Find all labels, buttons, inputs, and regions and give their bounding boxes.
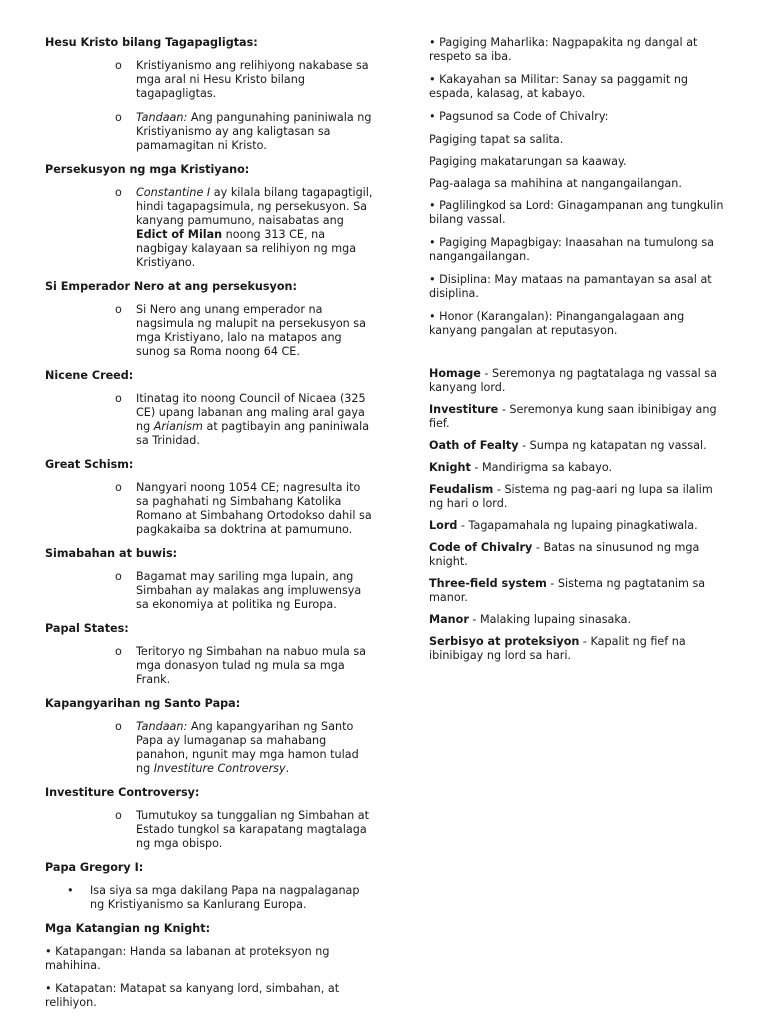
list-item: o Si Nero ang unang emperador na nagsimula ng malupit na persekusyon sa mga Kristiyano, lalo na matapos ang sunog sa Roma noong 64 CE. (115, 303, 366, 358)
list-item: o Itinatag ito noong Council of Nicaea (325 CE) upang labanan ang maling aral gaya ng Arianism at pagtibayin ang paniniwala sa Trinidad. (115, 392, 370, 447)
list-item: o Bagamat may sariling mga lupain, ang Simbahan ay malakas ang impluwensya sa ekonomiya at politika ng Europa. (115, 570, 362, 611)
glossary-entry (429, 577, 729, 605)
bullet-dot: • (67, 884, 74, 897)
term: Homage (429, 367, 481, 380)
term: Code of Chivalry (429, 541, 533, 554)
section-heading: Persekusyon ng mga Kristiyano: (45, 163, 250, 176)
term: Knight (429, 461, 471, 474)
bullet-o: o (115, 59, 122, 72)
section-heading: Mga Katangian ng Knight: (45, 922, 211, 935)
term: Oath of Fealty (429, 439, 519, 452)
list-item: • Honor (Karangalan): Pinangangalagaan ang kanyang pangalan at reputasyon. (429, 310, 685, 337)
glossary-entry (429, 461, 729, 475)
list-item: • Isa siya sa mga dakilang Papa na nagpalaganap ng Kristiyanismo sa Kanlurang Europa. (67, 884, 360, 911)
bullet-o: o (115, 809, 122, 822)
list-item: o Constantine I ay kilala bilang tagapagtigil, hindi tagapagsimula, ng persekusyon. Sa kanyang pamumuno, naisabatas ang Edict of Milan noong 313 CE, na nagbigay kalayaan sa relihiyon ng mga Kristiyano. (115, 186, 373, 269)
list-item: o Tandaan: Ang kapangyarihan ng Santo Papa ay lumaganap sa mahabang panahon, ngunit may mga hamon tulad ng Investiture Controversy. (115, 720, 359, 775)
list-item: o Kristiyanismo ang relihiyong nakabase sa mga aral ni Hesu Kristo bilang tagapagligtas. (115, 59, 369, 100)
glossary-entry (429, 635, 729, 663)
list-item: o Nangyari noong 1054 CE; nagresulta ito sa paghahati ng Simbahang Katolika Romano at Simbahang Ortodokso dahil sa pagkakaiba sa doktrina at pamumuno. (115, 481, 372, 536)
bullet-o: o (115, 303, 122, 316)
list-item: • Pagiging Maharlika: Nagpapakita ng dangal at respeto sa iba. (429, 36, 698, 63)
term: Manor (429, 613, 469, 626)
paragraph: Pagiging makatarungan sa kaaway. (429, 155, 627, 168)
section-heading: Kapangyarihan ng Santo Papa: (45, 697, 241, 710)
section-heading: Great Schism: (45, 458, 134, 471)
left-column (45, 36, 375, 1019)
right-column (429, 36, 729, 671)
definition: - Sumpa ng katapatan ng vassal. (518, 439, 707, 452)
term: Lord (429, 519, 458, 532)
glossary-entry (429, 439, 729, 453)
section-heading: Si Emperador Nero at ang persekusyon: (45, 280, 297, 293)
section-heading: Nicene Creed: (45, 369, 134, 382)
term: Investiture (429, 403, 499, 416)
list-item: o Tumutukoy sa tunggalian ng Simbahan at Estado tungkol sa karapatang magtalaga ng mga obispo. (115, 809, 370, 850)
section-heading: Investiture Controversy: (45, 786, 200, 799)
definition: - Tagapamahala ng lupaing pinagkatiwala. (457, 519, 698, 532)
list-item: • Katapangan: Handa sa labanan at proteksyon ng mahihina. (45, 945, 330, 972)
definition: - Seremonya kung saan ibinibigay ang fief. (429, 403, 717, 430)
glossary-entry (429, 541, 729, 569)
bullet-o: o (115, 570, 122, 583)
list-item: • Pagsunod sa Code of Chivalry: (429, 110, 609, 123)
bullet-o: o (115, 481, 122, 494)
definition: - Malaking lupaing sinasaka. (468, 613, 632, 626)
definition: - Mandirigma sa kabayo. (470, 461, 613, 474)
list-item: • Pagiging Mapagbigay: Inaasahan na tumulong sa nangangailangan. (429, 236, 715, 263)
list-item: o Tandaan: Ang pangunahing paniniwala ng Kristiyanismo ay ang kaligtasan sa pamamagitan ni Kristo. (115, 111, 372, 152)
glossary-entry (429, 403, 729, 431)
section-heading: Hesu Kristo bilang Tagapagligtas: (45, 36, 258, 49)
list-item: o Teritoryo ng Simbahan na nabuo mula sa mga donasyon tulad ng mula sa mga Frank. (115, 645, 367, 686)
term: Feudalism (429, 483, 494, 496)
definition: - Sistema ng pag-aari ng lupa sa ilalim ng hari o lord. (429, 483, 713, 510)
list-item: • Paglilingkod sa Lord: Ginagampanan ang tungkulin bilang vassal. (429, 199, 724, 226)
glossary-entry (429, 367, 729, 395)
definition: - Seremonya ng pagtatalaga ng vassal sa kanyang lord. (429, 367, 717, 394)
paragraph: Pagiging tapat sa salita. (429, 133, 564, 146)
list-item: • Disiplina: May mataas na pamantayan sa asal at disiplina. (429, 273, 712, 300)
bullet-o: o (115, 645, 122, 658)
term: Three-field system (429, 577, 547, 590)
bullet-o: o (115, 392, 122, 405)
glossary-entry (429, 483, 729, 511)
section-heading: Papa Gregory I: (45, 861, 144, 874)
bullet-o: o (115, 720, 122, 733)
list-item: • Kakayahan sa Militar: Sanay sa paggamit ng espada, kalasag, at kabayo. (429, 73, 689, 100)
definition: - Kapalit ng fief na ibinibigay ng lord sa hari. (429, 635, 686, 662)
term: Serbisyo at proteksiyon (429, 635, 580, 648)
bullet-o: o (115, 186, 122, 199)
glossary-entry (429, 613, 729, 627)
definition: - Sistema ng pagtatanim sa manor. (429, 577, 706, 604)
section-heading: Papal States: (45, 622, 129, 635)
bullet-o: o (115, 111, 122, 124)
list-item: • Katapatan: Matapat sa kanyang lord, simbahan, at relihiyon. (45, 982, 340, 1009)
paragraph: Pag-aalaga sa mahihina at nangangailangan. (429, 177, 682, 190)
glossary-entry (429, 519, 729, 533)
definition: - Batas na sinusunod ng mga knight. (429, 541, 700, 568)
section-heading: Simabahan at buwis: (45, 547, 178, 560)
spacer (429, 347, 729, 367)
